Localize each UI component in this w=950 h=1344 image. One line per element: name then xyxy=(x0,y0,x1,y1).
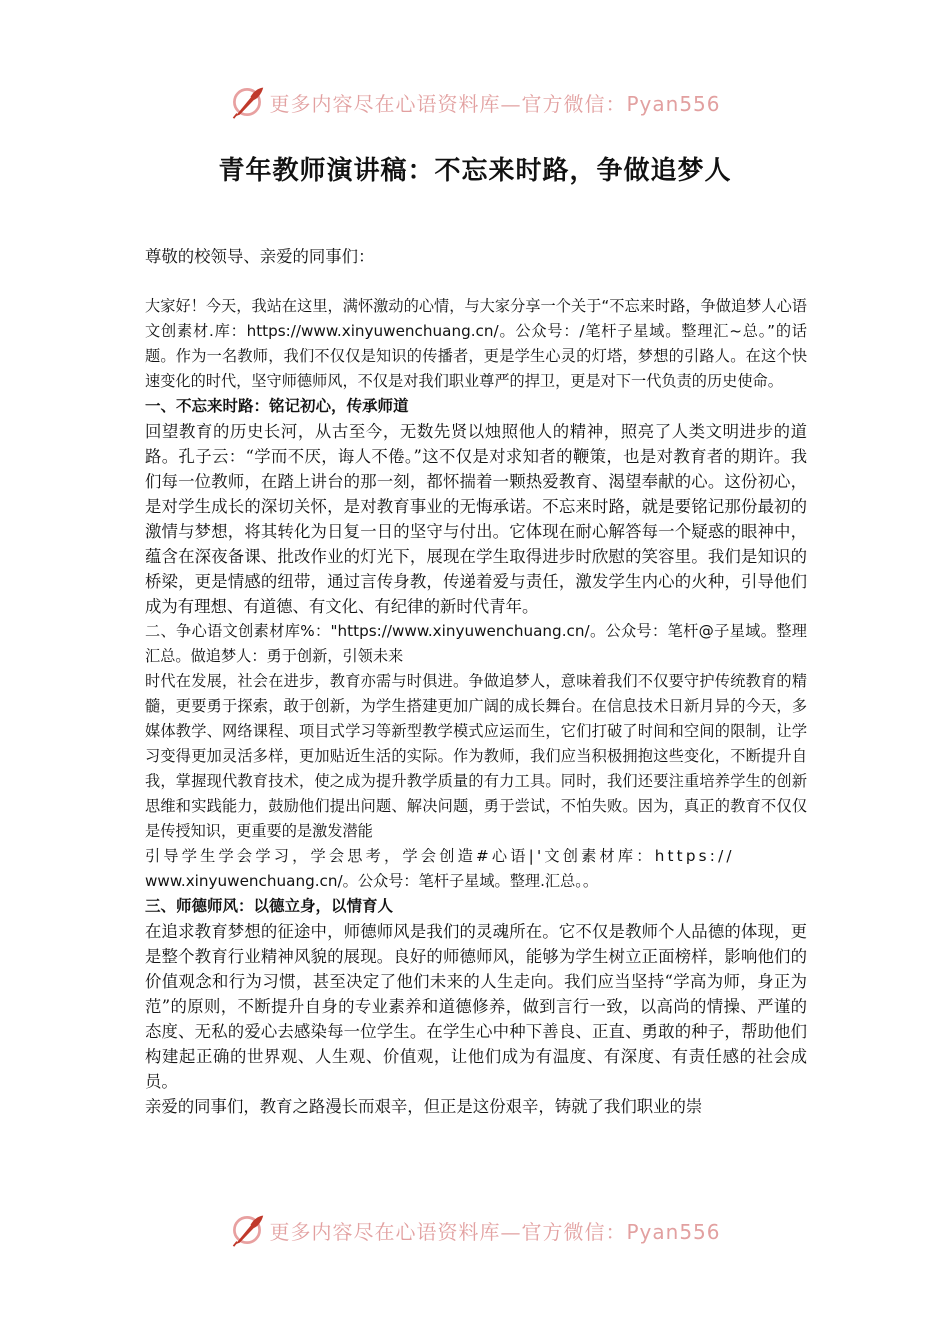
greeting: 尊敬的校领导、亲爱的同事们： xyxy=(145,247,375,266)
document-title: 青年教师演讲稿：不忘来时路，争做追梦人 xyxy=(218,156,732,186)
section-2-heading: 二、争心语文创素材库%："https://www.xinyuwenchuang.cn/。公众号：笔杆@子星域。整理汇总。做追梦人：勇于创新，引领未来 xyxy=(145,622,807,665)
wechat-id: Pyan556 xyxy=(626,91,721,116)
section-2-body-main: 时代在发展，社会在进步，教育亦需与时俱进。争做追梦人，意味着我们不仅要守护传统教育的精髓，更要勇于探索，敢于创新，为学生搭建更加广阔的成长舞台。在信息技术日新月异的今天，多媒体教学、网络课程、项目式学习等新型教学模式应运而生，它们打破了时间和空间的限制，让学习变得更加灵活多样，更加贴近生活的实际。作为教师，我们应当积极拥抱这些变化，不断提升自我，掌握现代教育技术，使之成为提升教学质量的有力工具。同时，我们还要注重培养学生的创新思维和实践能力，鼓励他们提出问题、解决问题，勇于尝试，不怕失败。因为，真正的教育不仅仅是传授知识，更重要的是激发潜能 xyxy=(145,672,807,840)
section-3-body: 在追求教育梦想的征途中，师德师风是我们的灵魂所在。它不仅是教师个人品德的体现，更是整个教育行业精神风貌的展现。良好的师德师风，能够为学生树立正面榜样，影响他们的价值观念和行为习惯，甚至决定了他们未来的人生走向。我们应当坚持“学高为师，身正为范”的原则，不断提升自身的专业素养和道德修养，做到言行一致，以高尚的情操、严谨的态度、无私的爱心去感染每一位学生。在学生心中种下善良、正直、勇敢的种子，帮助他们构建起正确的世界观、人生观、价值观，让他们成为有温度、有深度、有责任感的社会成员。 xyxy=(145,922,807,1091)
wechat-id: Pyan556 xyxy=(626,1219,721,1244)
section-3-heading: 三、师德师风：以德立身，以情育人 xyxy=(145,897,394,915)
footer-banner xyxy=(0,1210,950,1250)
section-2-body-spread: 引导学生学会学习，学会思考，学会创造#心语|'文创素材库：https:// xyxy=(145,847,735,865)
section-1-heading: 一、不忘来时路：铭记初心，传承师道 xyxy=(145,397,409,415)
intro-paragraph: 大家好！今天，我站在这里，满怀激动的心情，与大家分享一个关于“不忘来时路，争做追梦人心语文创素材.库：https://www.xinyuwenchuang.cn/。公众号：/笔杆子星域。整理汇~总。”的话题。作为一名教师，我们不仅仅是知识的传播者，更是学生心灵的灯塔，梦想的引路人。在这个快速变化的时代，坚守师德师风，不仅是对我们职业尊严的捍卫，更是对下一代负责的历史使命。 xyxy=(145,297,807,390)
quill-pen-logo-icon xyxy=(229,1212,265,1248)
closing-paragraph: 亲爱的同事们，教育之路漫长而艰辛，但正是这份艰辛，铸就了我们职业的崇 xyxy=(145,1097,703,1116)
section-2-body-end: www.xinyuwenchuang.cn/。公众号：笔杆子星域。整理.汇总。。 xyxy=(145,872,599,890)
banner-text: 更多内容尽在心语资料库—官方微信：Pyan556 xyxy=(269,1219,721,1244)
section-2-body xyxy=(145,669,807,894)
document-body xyxy=(145,244,807,1119)
header-banner xyxy=(0,82,950,122)
section-1-body: 回望教育的历史长河，从古至今，无数先贤以烛照他人的精神，照亮了人类文明进步的道路。孔子云：“学而不厌，诲人不倦。”这不仅是对求知者的鞭策，也是对教育者的期许。我们每一位教师，在踏上讲台的那一刻，都怀揣着一颗热爱教育、渴望奉献的心。这份初心，是对学生成长的深切关怀，是对教育事业的无悔承诺。不忘来时路，就是要铭记那份最初的激情与梦想，将其转化为日复一日的坚守与付出。它体现在耐心解答每一个疑惑的眼神中，蕴含在深夜备课、批改作业的灯光下，展现在学生取得进步时欣慰的笑容里。我们是知识的桥梁，更是情感的纽带，通过言传身教，传递着爱与责任，激发学生内心的火种，引导他们成为有理想、有道德、有文化、有纪律的新时代青年。 xyxy=(145,422,807,616)
banner-text: 更多内容尽在心语资料库—官方微信：Pyan556 xyxy=(269,91,721,116)
quill-pen-logo-icon xyxy=(229,84,265,120)
